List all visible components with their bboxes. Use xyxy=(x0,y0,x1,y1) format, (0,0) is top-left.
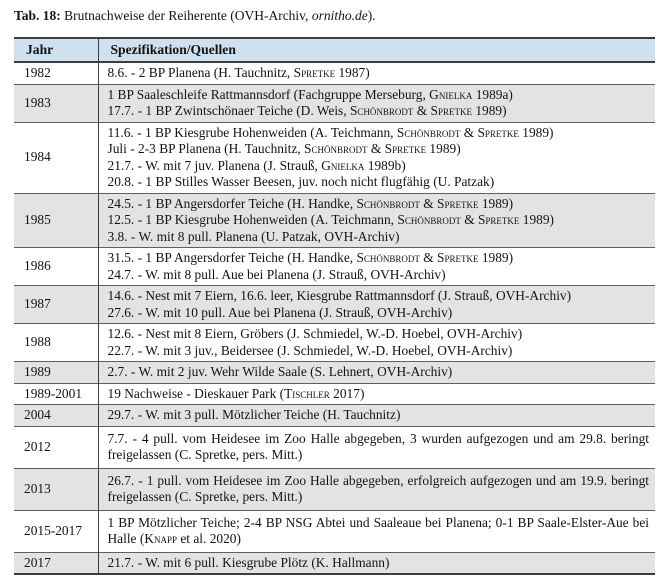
spec-line: 24.5. - 1 BP Angersdorfer Teiche (H. Handke, Schönbrodt & Spretke 1989) xyxy=(107,195,514,211)
year-cell: 1989-2001 xyxy=(14,383,98,405)
spec-line: 2.7. - W. mit 2 juv. Wehr Wilde Saale (S. Lehnert, OVH-Archiv) xyxy=(107,364,453,379)
table-row xyxy=(14,510,655,552)
spec-line: 8.6. - 2 BP Planena (H. Tauchnitz, Spretke 1987) xyxy=(107,65,370,80)
spec-line: 12.6. - Nest mit 8 Eiern, Gröbers (J. Schmiedel, W.-D. Hoebel, OVH-Archiv) xyxy=(107,326,523,341)
spec-cell xyxy=(98,362,655,384)
spec-cell xyxy=(98,324,655,362)
spec-cell xyxy=(98,552,655,574)
table-row xyxy=(14,362,655,384)
spec-line: 22.7. - W. mit 3 juv., Beidersee (J. Schmiedel, W.-D. Hoebel, OVH-Archiv) xyxy=(107,342,513,358)
year-cell: 2015-2017 xyxy=(14,510,98,552)
spec-line: 17.7. - 1 BP Zwintschönaer Teiche (D. Weis, Schönbrodt & Spretke 1989) xyxy=(107,103,507,118)
table-row xyxy=(14,122,655,193)
table-row xyxy=(14,248,655,286)
spec-cell xyxy=(98,468,655,510)
table-row xyxy=(14,405,655,427)
table-row xyxy=(14,62,655,84)
spec-line: 31.5. - 1 BP Angersdorfer Teiche (H. Handke, Schönbrodt & Spretke 1989) xyxy=(107,250,514,265)
year-cell: 1982 xyxy=(14,62,98,84)
column-header-jahr: Jahr xyxy=(14,38,98,62)
table-header xyxy=(14,38,655,62)
spec-line: 7.7. - 4 pull. vom Heidesee im Zoo Halle abgegeben, 3 wurden aufgezogen und am 29.8. beringt freigelassen (C. Spretke, pers. Mitt.) xyxy=(107,430,649,462)
year-cell: 2004 xyxy=(14,405,98,427)
spec-cell xyxy=(98,286,655,324)
spec-line: Juli - 2-3 BP Planena (H. Tauchnitz, Schönbrodt & Spretke 1989) xyxy=(107,141,461,156)
spec-cell xyxy=(98,122,655,193)
table-caption xyxy=(14,7,655,24)
spec-line: 12.5. - 1 BP Kiesgrube Hohenweiden (A. Teichmann, Schönbrodt & Spretke 1989) xyxy=(107,212,555,227)
table-body xyxy=(14,62,655,574)
breeding-records-table xyxy=(14,37,655,575)
column-header-spezifikation: Spezifikation/Quellen xyxy=(98,38,655,62)
spec-line: 21.7. - W. mit 7 juv. Planena (J. Strauß, Gnielka 1989b) xyxy=(107,157,406,173)
table-row xyxy=(14,383,655,405)
year-cell: 2012 xyxy=(14,426,98,468)
table-row xyxy=(14,468,655,510)
spec-cell xyxy=(98,510,655,552)
year-cell: 1985 xyxy=(14,193,98,248)
caption-label: Tab. 18: xyxy=(14,8,61,23)
caption-suffix: ). xyxy=(367,8,376,23)
year-cell: 1988 xyxy=(14,324,98,362)
table-row xyxy=(14,286,655,324)
spec-line: 21.7. - W. mit 6 pull. Kiesgrube Plötz (K. Hallmann) xyxy=(107,554,390,570)
year-cell: 1986 xyxy=(14,248,98,286)
spec-cell xyxy=(98,62,655,84)
spec-line: 1 BP Mötzlicher Teiche; 2-4 BP NSG Abtei und Saaleaue bei Planena; 0-1 BP Saale-Elster-Aue bei Halle (Knapp et al. 2020) xyxy=(107,514,649,546)
table-row xyxy=(14,426,655,468)
spec-line: 26.7. - 1 pull. vom Heidesee im Zoo Halle abgegeben, erfolgreich aufgezogen und am 19.9. beringt freigelassen (C. Spretke, pers. Mitt.) xyxy=(107,472,649,504)
spec-line: 1 BP Saaleschleife Rattmannsdorf (Fachgruppe Merseburg, Gnielka 1989a) xyxy=(107,86,513,102)
caption-italic-source: ornitho.de xyxy=(311,8,368,23)
spec-line: 14.6. - Nest mit 7 Eiern, 16.6. leer, Kiesgrube Rattmannsdorf (J. Strauß, OVH-Archiv) xyxy=(107,288,572,303)
spec-cell xyxy=(98,84,655,122)
year-cell: 2017 xyxy=(14,552,98,574)
year-cell: 1984 xyxy=(14,122,98,193)
spec-line: 11.6. - 1 BP Kiesgrube Hohenweiden (A. Teichmann, Schönbrodt & Spretke 1989) xyxy=(107,124,554,140)
spec-cell xyxy=(98,405,655,427)
spec-cell xyxy=(98,193,655,248)
year-cell: 1987 xyxy=(14,286,98,324)
spec-line: 19 Nachweise - Dieskauer Park (Tischler 2017) xyxy=(107,385,365,401)
table-row xyxy=(14,84,655,122)
table-row xyxy=(14,552,655,574)
spec-line: 3.8. - W. mit 8 pull. Planena (U. Patzak, OVH-Archiv) xyxy=(107,228,400,244)
table-row xyxy=(14,324,655,362)
year-cell: 1989 xyxy=(14,362,98,384)
spec-line: 24.7. - W. mit 8 pull. Aue bei Planena (J. Strauß, OVH-Archiv) xyxy=(107,266,446,282)
spec-line: 20.8. - 1 BP Stilles Wasser Beesen, juv. noch nicht flugfähig (U. Patzak) xyxy=(107,174,495,189)
spec-cell xyxy=(98,383,655,405)
header-row xyxy=(14,38,655,62)
spec-line: 27.6. - W. mit 10 pull. Aue bei Planena (J. Strauß, OVH-Archiv) xyxy=(107,304,453,320)
spec-line: 29.7. - W. mit 3 pull. Mötzlicher Teiche (H. Tauchnitz) xyxy=(107,407,401,422)
year-cell: 2013 xyxy=(14,468,98,510)
year-cell: 1983 xyxy=(14,84,98,122)
spec-cell xyxy=(98,248,655,286)
spec-cell xyxy=(98,426,655,468)
caption-text: Brutnachweise der Reiherente (OVH-Archiv, xyxy=(60,8,312,23)
table-row xyxy=(14,193,655,248)
